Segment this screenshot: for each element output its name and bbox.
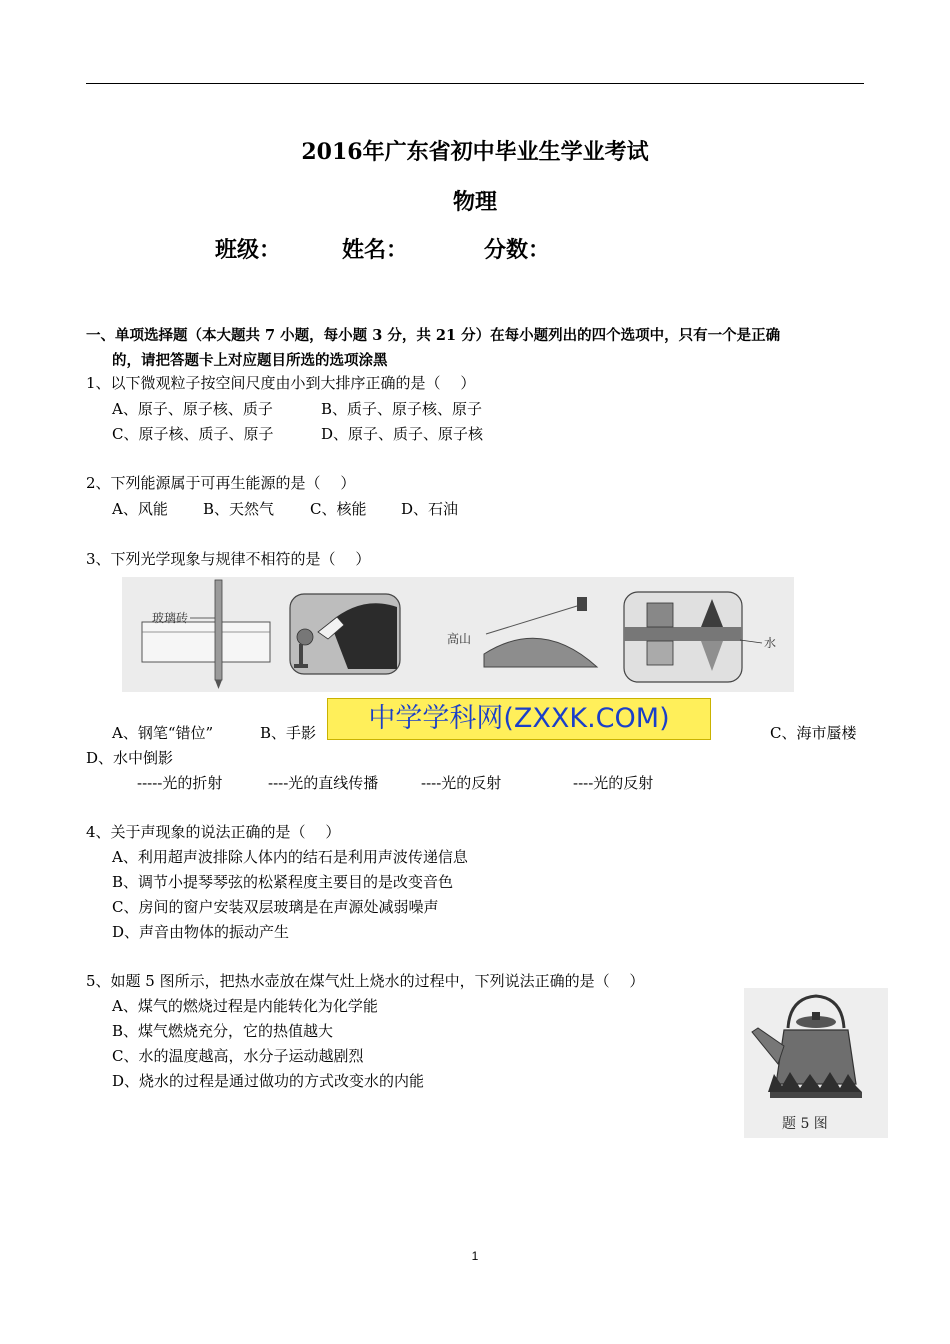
kettle-figure bbox=[744, 988, 888, 1138]
q5-option-c: C、水的温度越高，水分子运动越剧烈 bbox=[112, 1047, 364, 1065]
q1-option-d: D、原子、质子、原子核 bbox=[321, 425, 484, 443]
q5-option-b: B、煤气燃烧充分，它的热值越大 bbox=[112, 1022, 334, 1040]
mountain-label: 高山 bbox=[447, 632, 472, 646]
q3-option-a: A、钢笔“错位” bbox=[112, 724, 214, 742]
q2-option-c: C、核能 bbox=[310, 500, 367, 518]
water-label: 水 bbox=[764, 636, 777, 650]
q4-option-d: D、声音由物体的振动产生 bbox=[112, 923, 290, 941]
mirage-figure bbox=[447, 597, 597, 667]
name-label: 姓名： bbox=[342, 237, 409, 263]
q1-option-b: B、质子、原子核、原子 bbox=[321, 400, 483, 418]
q5-stem: 5、如题 5 图所示，把热水壶放在煤气灶上烧水的过程中，下列说法正确的是（ ） bbox=[86, 972, 645, 990]
q3-option-b: B、手影 bbox=[260, 724, 317, 742]
q5-option-d: D、烧水的过程是通过做功的方式改变水的内能 bbox=[112, 1072, 425, 1090]
water-reflection-figure bbox=[624, 592, 776, 682]
section-line-2: 的，请把答题卡上对应题目所选的选项涂黑 bbox=[112, 352, 388, 369]
q1-option-c: C、原子核、质子、原子 bbox=[112, 425, 274, 443]
q4-option-a: A、利用超声波排除人体内的结石是利用声波传递信息 bbox=[112, 848, 468, 866]
score-label: 分数： bbox=[484, 237, 551, 263]
section-instructions bbox=[86, 323, 866, 373]
q3-law-d: ----光的反射 bbox=[573, 774, 654, 792]
watermark-banner: 中学学科网(ZXXK.COM) bbox=[327, 698, 711, 740]
top-rule bbox=[86, 83, 864, 84]
q2-option-b: B、天然气 bbox=[203, 500, 275, 518]
kettle-caption: 题 5 图 bbox=[782, 1116, 828, 1132]
class-label: 班级： bbox=[215, 237, 282, 263]
q1-option-a: A、原子、原子核、质子 bbox=[112, 400, 273, 418]
q4-option-c: C、房间的窗户安装双层玻璃是在声源处减弱噪声 bbox=[112, 898, 439, 916]
q1-stem: 1、以下微观粒子按空间尺度由小到大排序正确的是（ ） bbox=[86, 374, 476, 392]
q4-option-b: B、调节小提琴琴弦的松紧程度主要目的是改变音色 bbox=[112, 873, 454, 891]
hand-shadow-figure bbox=[290, 594, 400, 674]
q3-law-a: -----光的折射 bbox=[137, 774, 223, 792]
q4-stem: 4、关于声现象的说法正确的是（ ） bbox=[86, 823, 341, 841]
q3-law-c: ----光的反射 bbox=[421, 774, 502, 792]
optics-figures bbox=[122, 577, 794, 692]
page-number: 1 bbox=[471, 1249, 479, 1263]
section-line-1: 一、单项选择题（本大题共 7 小题，每小题 3 分，共 21 分）在每小题列出的四个选项中，只有一个是正确 bbox=[86, 327, 781, 344]
subject-title: 物理 bbox=[452, 189, 497, 215]
q5-option-a: A、煤气的燃烧过程是内能转化为化学能 bbox=[112, 997, 378, 1015]
glass-label: 玻璃砖 bbox=[152, 611, 189, 625]
q3-option-c: C、海市蜃楼 bbox=[770, 724, 857, 742]
q3-stem: 3、下列光学现象与规律不相符的是（ ） bbox=[86, 550, 371, 568]
q2-option-d: D、石油 bbox=[401, 500, 459, 518]
q3-option-d: D、水中倒影 bbox=[86, 749, 174, 767]
q2-option-a: A、风能 bbox=[112, 500, 168, 518]
q5-figure bbox=[744, 988, 888, 1138]
q3-law-b: ----光的直线传播 bbox=[268, 774, 379, 792]
pen-glass-figure bbox=[142, 580, 270, 689]
q2-stem: 2、下列能源属于可再生能源的是（ ） bbox=[86, 474, 356, 492]
exam-title: 2016年广东省初中毕业生学业考试 bbox=[301, 139, 649, 165]
q3-figure-strip bbox=[122, 577, 794, 692]
